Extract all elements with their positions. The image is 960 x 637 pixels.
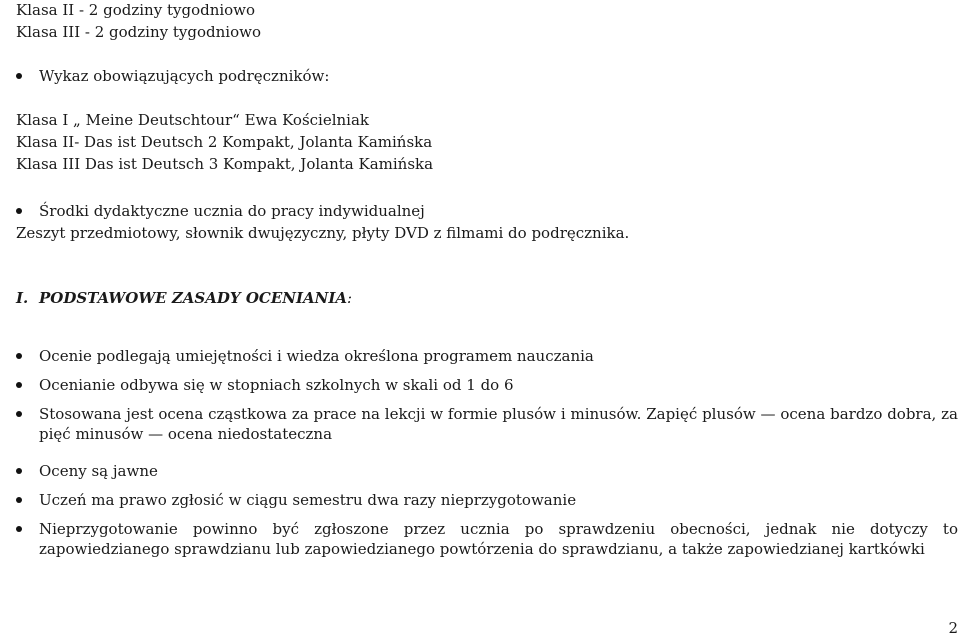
rule-text: Ocenianie odbywa się w stopniach szkolnych w skali od 1 do 6 (39, 376, 514, 394)
textbook-class-1: Klasa I „ Meine Deutschtour“ Ewa Kościelniak (16, 111, 369, 129)
rule-text: Oceny są jawne (39, 462, 158, 480)
rule-text: Uczeń ma prawo zgłosić w ciągu semestru dwa razy nieprzygotowanie (39, 491, 577, 509)
class-3-hours: Klasa III - 2 godziny tygodniowo (16, 23, 261, 41)
textbook-class-2: Klasa II- Das ist Deutsch 2 Kompakt, Jolanta Kamińska (16, 133, 433, 151)
section-colon: : (347, 289, 353, 307)
section-heading (16, 288, 352, 308)
page-number: 2 (948, 619, 958, 637)
bullet-icon (16, 497, 22, 503)
bullet-icon (16, 73, 22, 79)
textbook-class-3: Klasa III Das ist Deutsch 3 Kompakt, Jolanta Kamińska (16, 155, 434, 173)
bullet-icon (16, 411, 22, 417)
section-title: PODSTAWOWE ZASADY OCENIANIA (39, 289, 347, 307)
rule-item (16, 404, 958, 444)
section-number: I. (16, 289, 29, 307)
rule-text: Ocenie podlegają umiejętności i wiedza określona programem nauczania (39, 347, 594, 365)
bullet-icon (16, 353, 22, 359)
bullet-icon (16, 468, 22, 474)
bullet-icon (16, 382, 22, 388)
rule-text: Stosowana jest ocena cząstkowa za prace na lekcji w formie plusów i minusów. Zapięć plusów — ocena bardzo dobra, za pięć minusów — ocena niedostateczna (39, 405, 958, 443)
class-2-hours: Klasa II - 2 godziny tygodniowo (16, 1, 256, 19)
aids-heading: Środki dydaktyczne ucznia do pracy indywidualnej (39, 202, 425, 220)
bullet-icon (16, 208, 22, 214)
textbooks-heading: Wykaz obowiązujących podręczników: (39, 67, 330, 85)
rule-item (16, 519, 958, 559)
aids-text: Zeszyt przedmiotowy, słownik dwujęzyczny, płyty DVD z filmami do podręcznika. (16, 224, 630, 242)
rule-text: Nieprzygotowanie powinno być zgłoszone przez ucznia po sprawdzeniu obecności, jednak nie dotyczy to zapowiedzianego sprawdzianu lub zapowiedzianego powtórzenia do sprawdzianu, a także zapowiedzianej kartkówki (39, 520, 958, 558)
bullet-icon (16, 526, 22, 532)
